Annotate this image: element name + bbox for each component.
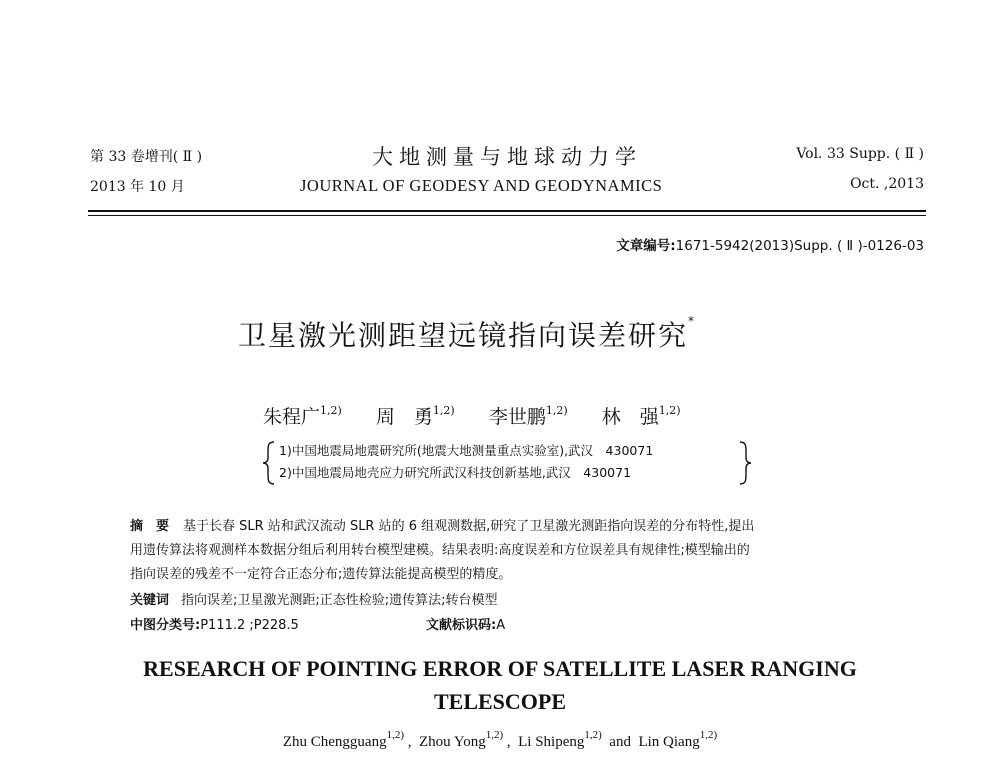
abstract-line-3: 指向误差的残差不一定符合正态分布;遗传算法能提高模型的精度。 — [130, 567, 512, 582]
author-en-sup: 1,2) — [699, 729, 718, 741]
journal-title-cn: 大地测量与地球动力学 — [372, 145, 642, 169]
title-footnote-mark: * — [688, 313, 697, 328]
abstract-line-2: 用遗传算法将观测样本数据分组后利用转台模型建模。结果表明:高度误差和方位误差具有规律性;模型输出的 — [130, 543, 750, 558]
authors-cn — [263, 402, 681, 429]
affiliation-left-brace — [262, 440, 276, 486]
affiliation-right-brace — [738, 440, 752, 486]
abstract-text: 基于长春 SLR 站和武汉流动 SLR 站的 6 组观测数据,研究了卫星激光测距指向误差的分布特性,提出 — [183, 519, 755, 534]
author-en: Zhu Chengguang — [282, 734, 387, 750]
paper-title-en-line-2: TELESCOPE — [433, 689, 567, 714]
abstract-label: 摘 要 — [130, 519, 170, 534]
author-en: Li Shipeng — [518, 734, 585, 750]
affiliation-2: 2)中国地震局地壳应力研究所武汉科技创新基地,武汉 430071 — [279, 465, 632, 480]
author-en-sup: 1,2) — [386, 729, 405, 741]
header-rule-thick — [88, 210, 926, 212]
volume-cn: 第 33 卷增刊( Ⅱ ) — [90, 149, 203, 165]
article-number — [616, 234, 924, 254]
classification-label: 中图分类号: — [130, 618, 201, 633]
article-number-value: 1671-5942(2013)Supp. ( Ⅱ )-0126-03 — [675, 238, 924, 254]
author-separator: and — [601, 734, 639, 750]
paper-title-en-line-1: RESEARCH OF POINTING ERROR OF SATELLITE LASER RANGING — [143, 656, 857, 681]
author-en: Lin Qiang — [638, 734, 700, 750]
author-affil-sup: 1,2) — [658, 403, 681, 417]
keywords-label: 关键词 — [130, 593, 170, 608]
author-cn: 朱程广 — [263, 406, 321, 428]
keywords — [130, 589, 498, 613]
author-cn: 李世鹏 — [488, 406, 546, 428]
author-affil-sup: 1,2) — [545, 403, 568, 417]
author-cn: 周 勇 — [375, 406, 433, 428]
author-affil-sup: 1,2) — [432, 403, 455, 417]
document-code-label: 文献标识码: — [426, 618, 497, 633]
article-number-label: 文章编号: — [616, 238, 676, 254]
author-en-sup: 1,2) — [584, 729, 602, 741]
author-en: Zhou Yong — [419, 734, 486, 750]
classification — [130, 614, 299, 638]
keywords-value: 指向误差;卫星激光测距;正态性检验;遗传算法;转台模型 — [181, 593, 498, 608]
header-rule-thin — [88, 215, 926, 216]
author-en-sup: 1,2) — [485, 729, 504, 741]
date-cn: 2013 年 10 月 — [90, 179, 185, 195]
document-code-value: A — [496, 618, 506, 633]
document-code — [426, 614, 505, 638]
paper-title-cn-text: 卫星激光测距望远镜指向误差研究 — [238, 319, 689, 352]
authors-en — [0, 731, 1000, 751]
journal-title-en: JOURNAL OF GEODESY AND GEODYNAMICS — [300, 176, 663, 195]
author-separator: , — [503, 734, 519, 750]
affiliation-1: 1)中国地震局地震研究所(地震大地测量重点实验室),武汉 430071 — [279, 443, 654, 458]
volume-en: Vol. 33 Supp. ( Ⅱ ) — [796, 146, 924, 162]
classification-value: P111.2 ;P228.5 — [200, 618, 299, 633]
paper-title-cn — [238, 314, 696, 354]
date-en: Oct. ,2013 — [850, 176, 924, 192]
abstract-line-1 — [130, 515, 754, 539]
author-separator: , — [404, 734, 420, 750]
author-cn: 林 强 — [601, 406, 659, 428]
author-affil-sup: 1,2) — [320, 403, 342, 417]
